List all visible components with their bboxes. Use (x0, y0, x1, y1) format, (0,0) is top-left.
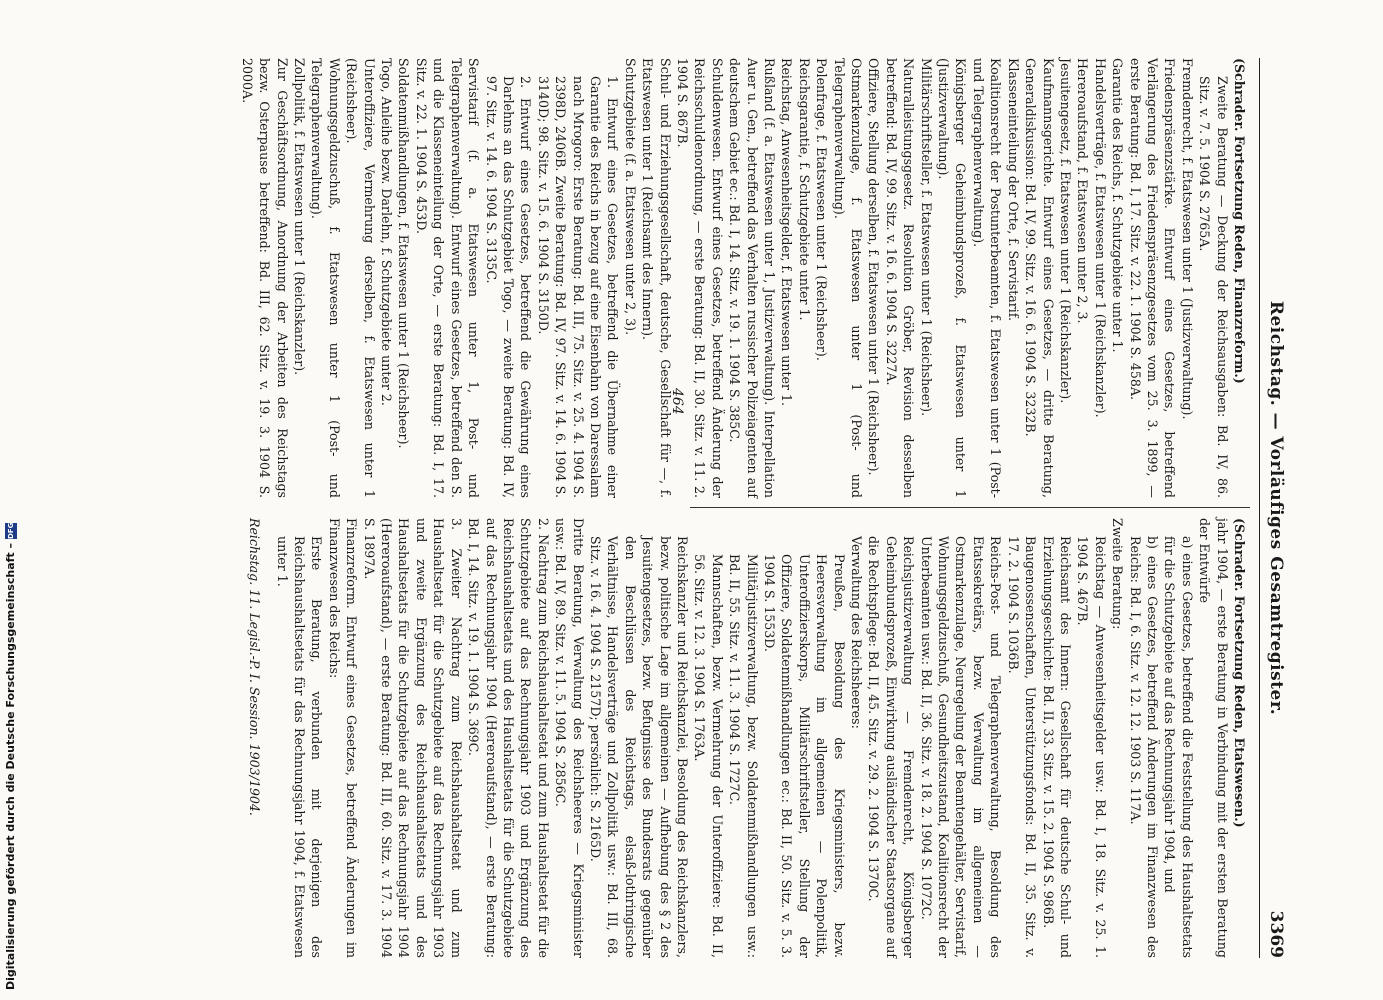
index-entry: (Schrader. Fortsetzung Reden, Etatswesen.) (1232, 518, 1247, 828)
credit-text: Digitalisierung gefördert durch die Deutsche Forschungsgemeinschaft – (4, 543, 17, 990)
right-index-column (238, 58, 1248, 498)
index-entry: Reichskanzler und Reichskanzlei, Besoldung des Reichskanzlers, bezw. politische Lage im allgemeinen — Aufhebung des § 2 des Jesuitengesetzes, bezw. Befugnisse des Bundesrats gegenüber den Beschlüssen des Reichstags, elsaß-lothringische Verhältnisse, Handelsverträge und Zollpolitik usw.: Bd. III, 68. Sitz. v. 16. 4. 1904 S. 2157D; persönlich: S. 2165D. (587, 536, 690, 958)
index-entry: Mannschaften, bezw. Vermehrung der Unteroffiziere: Bd. II, 56. Sitz. v. 12. 3. 1904 S. 1763A. (692, 554, 725, 958)
index-entry: Reichsjustizverwaltung — Fremdenrecht, Königsberger Geheimbundsprozeß, Einwirkung ausländischer Staatsorgane auf die Rechtspflege: Bd. II, 45. Sitz. v. 29. 2. 1904 S. 1370C. (866, 536, 917, 958)
index-entry: Handelsverträge, f. Etatswesen unter 1 (Reichskanzler). (1092, 58, 1108, 418)
index-entry: Finanzreform. Entwurf eines Gesetzes, betreffend Änderungen im Finanzwesen des Reichs: (326, 518, 360, 958)
index-entry: Koalitionsrecht der Postunterbeamten, f. Etatswesen unter 1 (Post- und Telegraphenverwaltung). (970, 58, 1004, 498)
page-footer-number: 464 (669, 388, 685, 415)
index-entry: Offiziere, Stellung derselben, f. Etatswesen unter 1 (Reichsheer). (866, 58, 882, 476)
index-entry: Reichstag — Anwesenheitsgelder usw.: Bd. I, 18. Sitz. v. 25. 1. 1904 S. 467B. (1075, 536, 1108, 958)
index-entry: Rußland (f. a. Etatswesen unter 1, Justizverwaltung). Interpellation Auer u. Gen., betreffend das Verhalten russischer Polizeiagenten auf deutschem Gebiet ec.: Bd. I, 14. Sitz. v. 19. 1. 1904 S. 385C. (727, 58, 778, 498)
index-entry: Kaufmannsgerichte. Entwurf eines Gesetzes, — dritte Beratung, Generaldiskussion: Bd. IV, 99. Sitz. v. 16. 6. 1904 S. 3232B. (1023, 58, 1056, 498)
index-entry: Ostmarkenzulage, f. Etatswesen unter 1 (Post- und Telegraphenverwaltung). (831, 58, 865, 498)
index-entry: Friedenspräsenzstärke. Entwurf eines Gesetzes, betreffend Verlängerung des Friedenspräsenzgesetzes vom 25. 3. 1899, — erste Beratung: Bd. I, 17. Sitz. v. 22. 1. 1904 S. 458A. (1127, 58, 1178, 498)
digitization-credit (4, 523, 17, 990)
index-entry: Zur Geschäftsordnung, Anordnung der Arbeiten des Reichstags bezw. Osterpause betreffend: Bd. III, 62. Sitz. v. 19. 3. 1904 S. 2000A. (239, 58, 290, 498)
index-entry: Jesuitengesetz, f. Etatswesen unter 1 (Reichskanzler). (1057, 58, 1073, 404)
rotated-page-content (60, 58, 1290, 958)
index-entry: a) eines Gesetzes, betreffend die Feststellung des Haushaltsetats für die Schutzgebiete auf das Rechnungsjahr 1904, und (1162, 536, 1195, 958)
running-header (1256, 58, 1290, 958)
header-rule (1259, 58, 1260, 958)
index-entry: Reichsamt des Innern: Gesellschaft für deutsche Schul- und Erziehungsgeschichte: Bd. II, 33. Sitz. v. 15. 2. 1904 S. 986B. (1040, 536, 1073, 958)
index-entry: Zollpolitik, f. Etatswesen unter 1 (Reichskanzler). (292, 58, 308, 376)
index-entry: b) eines Gesetzes, betreffend Änderungen im Finanzwesen des Reichs: Bd. I, 6. Sitz. v. 12. 12. 1903 S. 117A. (1127, 536, 1160, 958)
index-entry: Garantie des Reichs, f. Schutzgebiete unter 1. (1110, 58, 1126, 353)
index-entry: Wohnungsgeldzuschuß, f. Etatswesen unter 1 (Post- und Telegraphenverwaltung). (309, 58, 342, 498)
index-entry: 2. Entwurf eines Gesetzes, betreffend die Gewährung eines Darlehns an das Schutzgebiet Togo, — zweite Beratung: Bd. IV, 97. Sitz. v. 14. 6. 1904 S. 3135C. (483, 76, 534, 498)
index-entry: 2. Nachtrag zum Reichshaushaltsetat und zum Haushaltsetat für die Schutzgebiete auf das Rechnungsjahr 1903 und Ergänzung des Reichshaushaltsetats und des Haushaltsetats für die Schutzgebiete auf das Rechnungsjahr 1904 (Hereroaufstand), — erste Beratung: Bd. I, 14. Sitz. v. 19. 1. 1904 S. 369C. (466, 518, 551, 958)
index-entry: Hereroaufstand, f. Etatswesen unter 2, 3. (1075, 58, 1091, 324)
index-entry: Reichstag, Anwesenheitsgelder, f. Etatswesen unter 1. (779, 58, 795, 407)
index-entry: Erste Beratung, verbunden mit derjenigen des Reichshaushaltsetats für das Rechnungsjahr 1904, f. Etatswesen unter 1. (274, 536, 325, 958)
index-entry: Servistarif (f. a. Etatswesen unter 1, Post- und Telegraphenverwaltung). Entwurf eines Gesetzes, betreffend den S. und die Klasseneinteilung der Orte, — erste Beratung: Bd. I, 17. Sitz. v. 22. 1. 1904 S. 453D. (413, 58, 482, 498)
index-entry: Militärjustizverwaltung, bezw. Soldatenmißhandlungen usw.: Bd. II, 55. Sitz. v. 11. 3. 1904 S. 1727C. (727, 554, 760, 958)
index-entry: Verwaltung des Reichsheeres: (849, 536, 865, 729)
index-entry: Soldatenmißhandlungen, f. Etatswesen unter 1 (Reichsheer). (396, 58, 412, 449)
index-entry: Zweite Beratung: (1110, 518, 1126, 630)
index-entry: Baugenossenschaften, Unterstützungsfonds: Bd. II, 35. Sitz. v. 17. 2. 1904 S. 1036B. (1005, 536, 1039, 958)
volume-footer: Reichstag. 11. Legisl.-P. I. Session. 1903/1904. (247, 518, 263, 816)
index-entry: Dritte Beratung, Verwaltung des Reichsheeres — Kriegsminister usw.: Bd. IV, 89. Sitz. v. 11. 5. 1904 S. 2856C. (553, 518, 586, 958)
index-entry: Unteroffiziere, Vermehrung derselben, f. Etatswesen unter 1 (Reichsheer). (344, 58, 377, 498)
index-entry: Schutzgebiete (f. a. Etatswesen unter 2, 3). (622, 58, 638, 336)
index-entry: Polenfrage, f. Etatswesen unter 1 (Reichsheer). (814, 58, 830, 361)
index-entry: jahr 1904, — erste Beratung in Verbindung mit der ersten Beratung der Entwürfe (1197, 518, 1230, 958)
header-title: Reichstag. — Vorläufiges Gesamtregister. (1266, 300, 1286, 716)
index-entry: Schul- und Erziehungsgesellschaft, deutsche, Gesellschaft für —, f. Etatswesen unter 1 (Reichsamt des Innern). (640, 58, 673, 498)
index-entry: Fremdenrecht, f. Etatswesen unter 1 (Justizverwaltung). (1179, 58, 1195, 420)
index-entry: Reichsgarantie, f. Schutzgebiete unter 1. (796, 58, 812, 321)
index-entry: (Schrader. Fortsetzung Reden, Finanzreform.) (1232, 58, 1247, 384)
index-entry: Königsberger Geheimbundsprozeß, f. Etatswesen unter 1 (Justizverwaltung). (936, 58, 969, 498)
index-entry: Militärschriftsteller, f. Etatswesen unter 1 (Reichsheer). (918, 58, 934, 417)
index-entry: Klasseneinteilung der Orte, f. Servistarif. (1005, 58, 1021, 322)
index-entry: 1. Entwurf eines Gesetzes, betreffend die Übernahme einer Garantie des Reichs in bezug auf eine Eisenbahn von Daressalam nach Mrogoro: Erste Beratung: Bd. III, 75. Sitz. v. 25. 4. 1904 S. 2398D, 2406B. Zweite Beratung: Bd. IV, 97. Sitz. v. 14. 6. 1904 S. 3140D; 98. Sitz. v. 15. 6. 1904 S. 3150D. (535, 76, 621, 498)
index-entry: Zweite Beratung — Deckung der Reichsausgaben: Bd. IV, 86. Sitz. v. 7. 5. 1904 S. 2765A. (1197, 76, 1230, 498)
header-page-number: 3369 (1266, 910, 1286, 958)
index-entry: Schuldenwesen. Entwurf eines Gesetzes, betreffend Änderung der Reichsschuldenordnung, — erste Beratung: Bd. II, 30. Sitz. v. 11. 2. 1904 S. 867B. (675, 58, 725, 498)
dfg-logo-icon: DFG (7, 522, 15, 539)
left-index-column (246, 518, 1248, 958)
column-divider (690, 507, 1250, 508)
index-entry: Reichs-Post- und Telegraphenverwaltung, Besoldung des Etatssekretärs, bezw. Verwaltung im allgemeinen — Ostmarkenzulage, Neuregelung der Beamtengehälter, Servistarif, Wohnungsgeldzuschuß, Gesundheitszustand, Koalitionsrecht der Unterbeamten usw.: Bd. II, 36. Sitz. v. 18. 2. 1904 S. 1072C. (918, 536, 1004, 958)
index-entry: Preußen, Besoldung des Kriegsministers, bezw. Heeresverwaltung im allgemeinen — Polenpolitik, Unteroffizierskorps, Militärschriftsteller, Stellung der Offiziere, Soldatenmißhandlungen ec.: Bd. II, 50. Sitz. v. 5. 3. 1904 S. 1553D. (762, 554, 847, 958)
index-entry: Naturalleistungsgesetz. Resolution Gröber, Revision desselben betreffend: Bd. IV, 99. Sitz. v. 16. 6. 1904 S. 3227A. (883, 58, 917, 498)
index-entry: Togo, Anleihe bezw. Darlehn, f. Schutzgebiete unter 2. (379, 58, 395, 406)
index-entry: 3. Zweiter Nachtrag zum Reichshaushaltsetat und zum Haushaltsetat für die Schutzgebiete auf das Rechnungsjahr 1903 und zweite Ergänzung des Reichshaushaltsetats und des Haushaltsetats für die Schutzgebiete auf das Rechnungsjahr 1904 (Hereroaufstand), — erste Beratung: Bd. III, 60. Sitz. v. 17. 3. 1904 S. 1897A. (361, 518, 464, 958)
